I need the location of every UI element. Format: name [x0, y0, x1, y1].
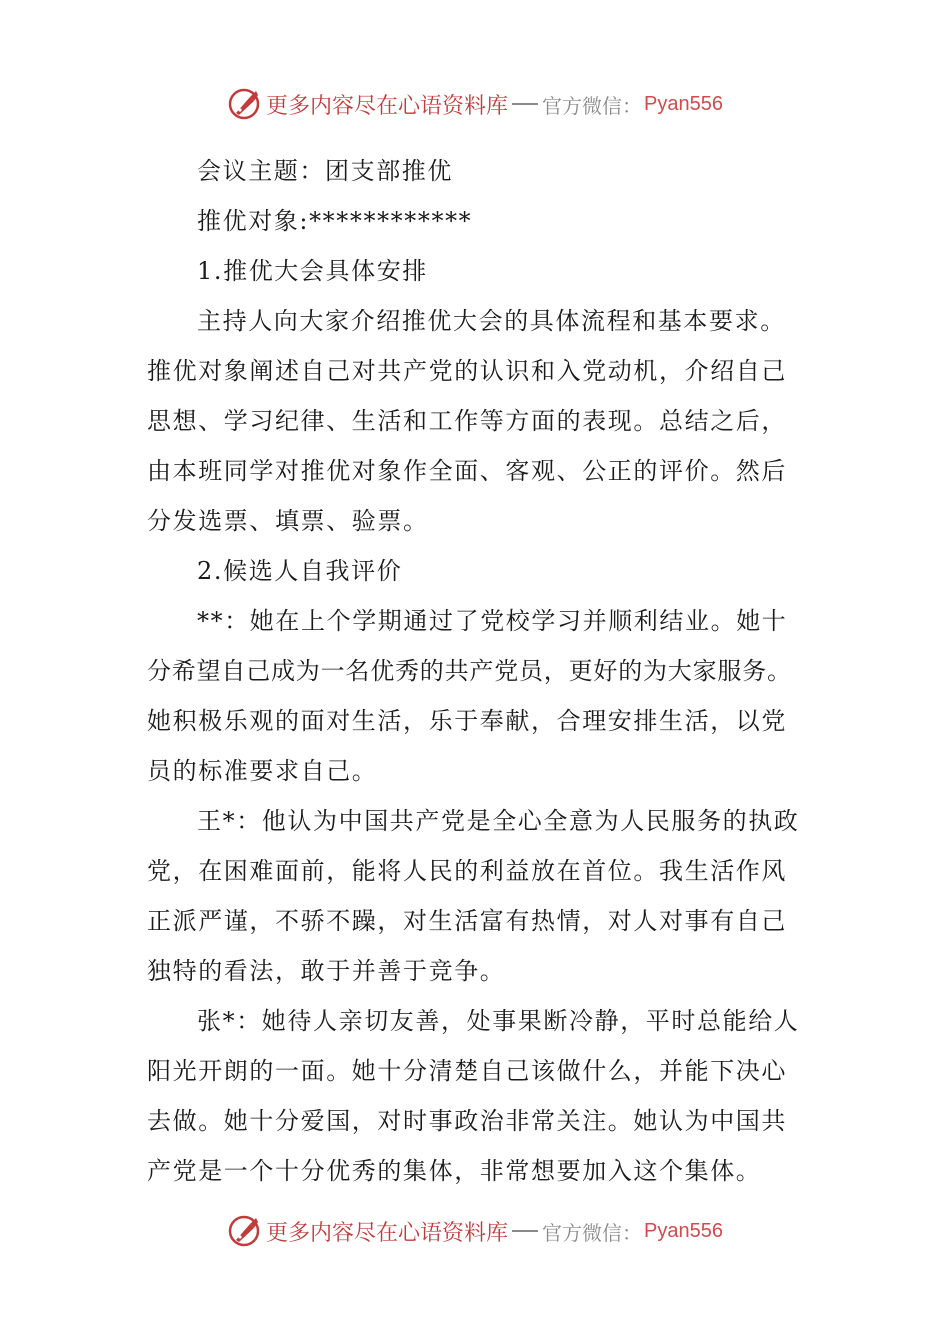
- paragraph-line: 王*：他认为中国共产党是全心全意为人民服务的执政: [197, 807, 800, 835]
- paragraph-line: 党，在困难面前，能将人民的利益放在首位。我生活作风: [147, 857, 787, 885]
- pen-nib-logo-icon: [226, 1213, 262, 1249]
- watermark-wechat-id: Pyan556: [644, 1219, 723, 1242]
- paragraph-line: 去做。她十分爱国，对时事政治非常关注。她认为中国共: [147, 1107, 787, 1135]
- header-watermark: [226, 84, 723, 124]
- paragraph-line: 分希望自己成为一名优秀的共产党员，更好的为大家服务。: [147, 657, 792, 685]
- section-heading-2: 2.候选人自我评价: [197, 557, 403, 585]
- paragraph-line: 分发选票、填票、验票。: [147, 507, 429, 535]
- watermark-brand: 更多内容尽在心语资料库: [266, 93, 509, 119]
- paragraph-line: 阳光开朗的一面。她十分清楚自己该做什么，并能下决心: [147, 1057, 787, 1085]
- watermark-wechat-label: 官方微信：: [542, 1220, 643, 1245]
- paragraph-line: 产党是一个十分优秀的集体，非常想要加入这个集体。: [147, 1157, 762, 1185]
- paragraph-line: 独特的看法，敢于并善于竞争。: [147, 957, 506, 985]
- watermark-wechat-id: Pyan556: [644, 92, 723, 115]
- paragraph-line: 正派严谨，不骄不躁，对生活富有热情，对人对事有自己: [147, 907, 787, 935]
- paragraph-line: 她积极乐观的面对生活，乐于奉献，合理安排生活，以党: [147, 707, 787, 735]
- footer-watermark: [226, 1211, 723, 1251]
- paragraph-line: 张*：她待人亲切友善，处事果断冷静，平时总能给人: [197, 1007, 800, 1035]
- paragraph-line: 思想、学习纪律、生活和工作等方面的表现。总结之后，: [147, 407, 787, 435]
- watermark-brand: 更多内容尽在心语资料库: [266, 1220, 509, 1246]
- watermark-dash: [512, 103, 538, 105]
- section-heading-1: 1.推优大会具体安排: [197, 257, 428, 285]
- paragraph-line: 由本班同学对推优对象作全面、客观、公正的评价。然后: [147, 457, 787, 485]
- watermark-wechat-label: 官方微信：: [542, 93, 643, 118]
- pen-nib-logo-icon: [226, 86, 262, 122]
- meeting-topic-line: 会议主题：团支部推优: [197, 157, 453, 185]
- document-body: [147, 146, 807, 1196]
- paragraph-line: **：她在上个学期通过了党校学习并顺利结业。她十: [197, 607, 788, 635]
- paragraph-line: 推优对象阐述自己对共产党的认识和入党动机，介绍自己: [147, 357, 787, 385]
- paragraph-line: 主持人向大家介绍推优大会的具体流程和基本要求。: [197, 307, 786, 335]
- paragraph-line: 员的标准要求自己。: [147, 757, 378, 785]
- watermark-dash: [512, 1230, 538, 1232]
- candidate-line: 推优对象:************: [197, 207, 473, 235]
